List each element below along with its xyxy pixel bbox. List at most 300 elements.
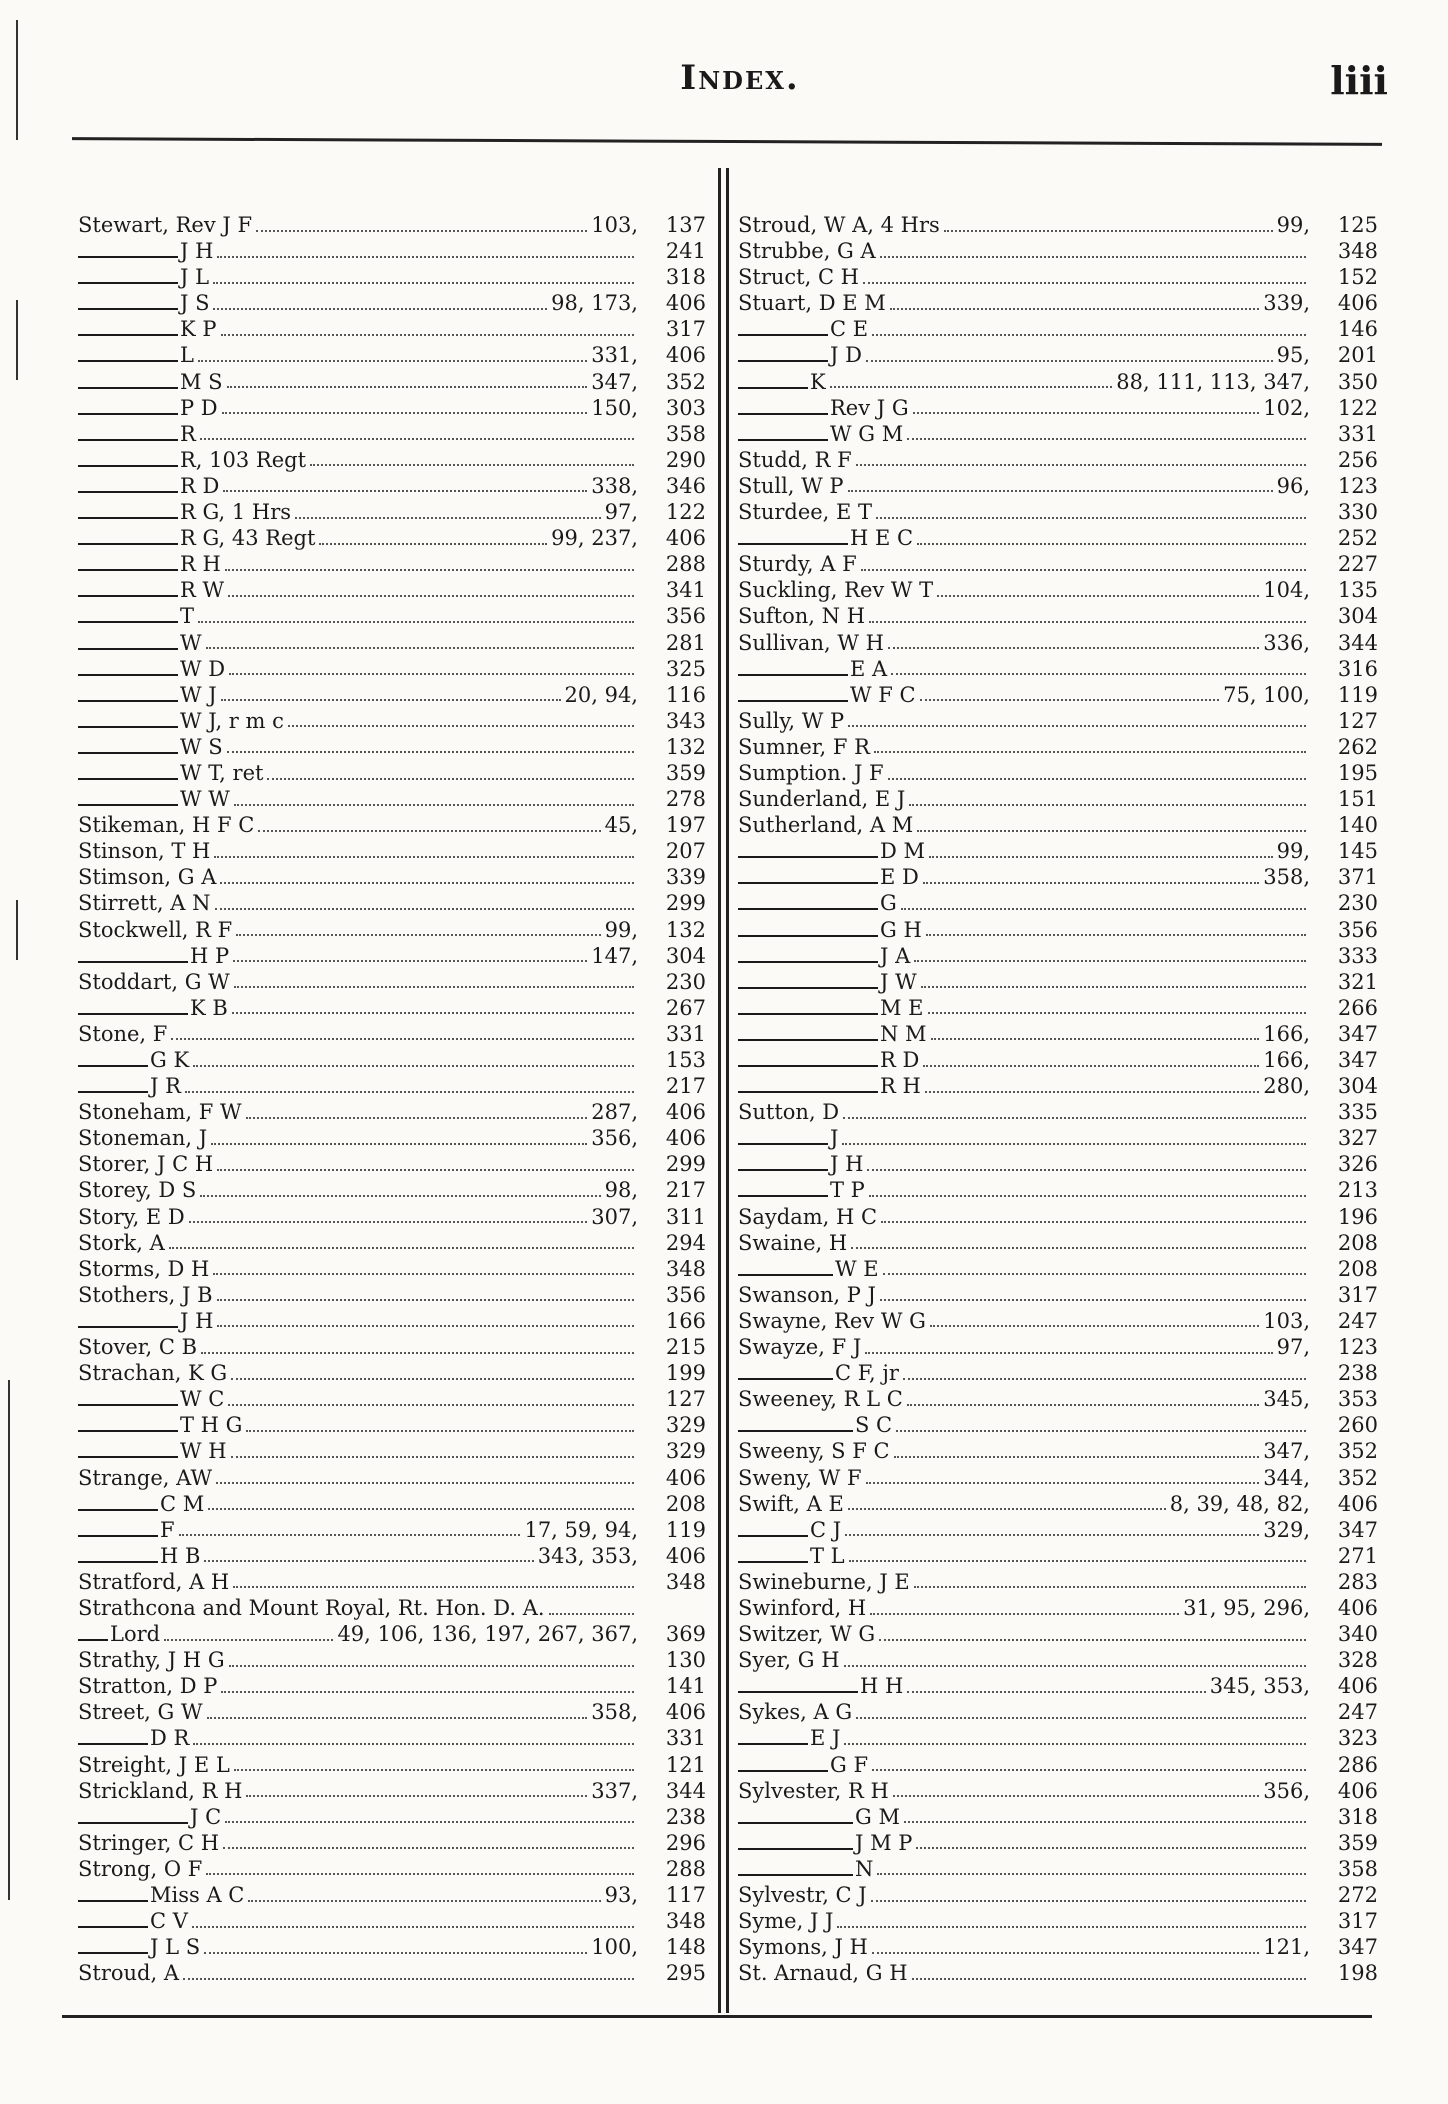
entry-references: 88, 111, 113, 347,: [1116, 369, 1310, 394]
leader-dots: [893, 1794, 1259, 1797]
entry-name: Swayne, Rev W G: [738, 1308, 926, 1333]
leader-dots: [310, 463, 634, 466]
entry-references: 99,: [604, 917, 638, 942]
entry-name: K: [810, 369, 826, 394]
leader-dots: [234, 1768, 634, 1771]
index-entry: [78, 1908, 706, 1934]
entry-name: R D: [180, 473, 220, 498]
leader-dots: [193, 1742, 634, 1745]
entry-name: Sykes, A G: [738, 1700, 853, 1725]
entry-name: W J: [180, 682, 217, 707]
entry-name: T L: [810, 1543, 845, 1568]
leader-dots: [227, 385, 588, 388]
ditto-dash: [78, 334, 178, 336]
entry-page: 331: [665, 1021, 706, 1046]
entry-page: 199: [665, 1361, 706, 1386]
entry-page: 166: [665, 1308, 706, 1333]
index-entry: [738, 1621, 1378, 1647]
ditto-dash: [78, 282, 178, 284]
entry-name: Stimson, G A: [78, 865, 217, 890]
ditto-dash: [738, 439, 828, 441]
index-entry: [738, 1177, 1378, 1203]
ditto-dash: [78, 1509, 158, 1511]
index-entry: [78, 551, 706, 577]
index-entry: [738, 1752, 1378, 1778]
entry-name: Stork, A: [78, 1230, 165, 1255]
entry-name: Street, G W: [78, 1700, 203, 1725]
index-entry: [78, 682, 706, 708]
leader-dots: [907, 1690, 1205, 1693]
index-entry: [738, 1882, 1378, 1908]
index-entry: [78, 1752, 706, 1778]
entry-page: 123: [1337, 473, 1378, 498]
index-entry: [78, 421, 706, 447]
index-column-right: [738, 212, 1378, 1986]
ditto-dash: [78, 413, 178, 415]
entry-name: J M P: [855, 1830, 913, 1855]
entry-name: W: [180, 630, 202, 655]
entry-references: 99,: [1276, 213, 1310, 237]
entry-page: 318: [1337, 1804, 1378, 1829]
ditto-dash: [78, 700, 178, 702]
entry-name: E D: [880, 865, 919, 890]
index-entry: [738, 1830, 1378, 1856]
ditto-dash: [78, 1456, 178, 1458]
entry-page: 406: [1337, 1595, 1378, 1620]
index-entry: [738, 630, 1378, 656]
leader-dots: [246, 1116, 588, 1119]
leader-dots: [894, 1455, 1260, 1458]
entry-references: 93,: [604, 1883, 638, 1907]
entry-page: 331: [1337, 421, 1378, 446]
entry-name: Stockwell, R F: [78, 917, 233, 942]
entry-name: Symons, J H: [738, 1935, 868, 1960]
entry-name: C F, jr: [835, 1361, 899, 1386]
ditto-dash: [738, 1743, 808, 1745]
entry-name: R: [180, 421, 196, 446]
leader-dots: [295, 516, 601, 519]
index-entry: [78, 264, 706, 290]
entry-page: 359: [1337, 1830, 1378, 1855]
entry-name: Sturdy, A F: [738, 552, 857, 577]
index-entry: [78, 603, 706, 629]
entry-name: G: [880, 891, 897, 916]
leader-dots: [206, 646, 634, 649]
index-entry: [738, 577, 1378, 603]
leader-dots: [888, 777, 1306, 780]
entry-name: J W: [880, 969, 917, 994]
entry-page: 343: [665, 708, 706, 733]
entry-name: E J: [810, 1726, 841, 1751]
leader-dots: [221, 698, 561, 701]
entry-references: 20, 94,: [564, 682, 638, 707]
entry-page: 348: [665, 1256, 706, 1281]
entry-name: St. Arnaud, G H: [738, 1961, 908, 1986]
leader-dots: [879, 1638, 1306, 1641]
entry-page: 141: [665, 1674, 706, 1699]
index-entry: [738, 551, 1378, 577]
entry-page: 299: [665, 891, 706, 916]
entry-name: T H G: [180, 1413, 243, 1438]
ditto-dash: [78, 1639, 108, 1641]
index-entry: [78, 1151, 706, 1177]
index-entry: [738, 1569, 1378, 1595]
entry-references: 166,: [1263, 1048, 1310, 1072]
index-entry: [738, 1465, 1378, 1491]
leader-dots: [867, 1168, 1306, 1171]
index-entry: [78, 447, 706, 473]
index-entry: [78, 1073, 706, 1099]
entry-references: 8, 39, 48, 82,: [1169, 1491, 1310, 1516]
entry-page: 208: [1337, 1256, 1378, 1281]
leader-dots: [179, 1533, 521, 1536]
index-entry: [738, 1256, 1378, 1282]
entry-name: Sutton, D: [738, 1100, 840, 1125]
ditto-dash: [738, 1013, 878, 1015]
entry-page: 303: [665, 395, 706, 420]
entry-page: 121: [665, 1752, 706, 1777]
entry-page: 333: [1337, 943, 1378, 968]
entry-name: W E: [835, 1256, 879, 1281]
index-entry: [738, 525, 1378, 551]
entry-page: 295: [665, 1961, 706, 1986]
index-entry: [738, 1856, 1378, 1882]
leader-dots: [229, 672, 634, 675]
entry-page: 329: [665, 1439, 706, 1464]
leader-dots: [903, 1377, 1306, 1380]
entry-page: 288: [665, 1856, 706, 1881]
entry-name: R, 103 Regt: [180, 447, 307, 472]
leader-dots: [925, 1090, 1259, 1093]
entry-page: 122: [1337, 395, 1378, 420]
entry-name: Strubbe, G A: [738, 239, 876, 264]
top-rule: [72, 137, 1382, 146]
index-entry: [738, 1412, 1378, 1438]
leader-dots: [319, 542, 547, 545]
ditto-dash: [738, 1848, 853, 1850]
leader-dots: [896, 1429, 1306, 1432]
entry-page: 323: [1337, 1726, 1378, 1751]
index-entry: [78, 812, 706, 838]
index-entry: [738, 1282, 1378, 1308]
ditto-dash: [738, 961, 878, 963]
index-entry: [78, 525, 706, 551]
leader-dots: [877, 1872, 1306, 1875]
entry-name: J A: [880, 943, 911, 968]
entry-name: W W: [180, 787, 230, 812]
entry-page: 356: [665, 1282, 706, 1307]
entry-page: 238: [665, 1804, 706, 1829]
entry-name: J H: [180, 1308, 214, 1333]
leader-dots: [861, 568, 1306, 571]
leader-dots: [204, 1559, 533, 1562]
ditto-dash: [738, 1535, 808, 1537]
index-entry: [738, 890, 1378, 916]
index-entry: [738, 1543, 1378, 1569]
leader-dots: [233, 1585, 634, 1588]
entry-name: G H: [880, 917, 922, 942]
entry-page: 135: [1337, 578, 1378, 603]
entry-name: Stoddart, G W: [78, 969, 230, 994]
entry-page: 116: [665, 682, 706, 707]
leader-dots: [871, 1899, 1306, 1902]
index-entry: [78, 238, 706, 264]
entry-name: W S: [180, 734, 223, 759]
entry-page: 201: [1337, 343, 1378, 368]
leader-dots: [213, 281, 634, 284]
leader-dots: [837, 1925, 1306, 1928]
entry-page: 347: [1337, 1021, 1378, 1046]
entry-name: Stringer, C H: [78, 1830, 220, 1855]
index-entry: [738, 1021, 1378, 1047]
leader-dots: [881, 1220, 1306, 1223]
entry-name: J R: [150, 1074, 181, 1099]
index-entry: [738, 447, 1378, 473]
entry-page: 294: [665, 1230, 706, 1255]
leader-dots: [198, 620, 634, 623]
entry-page: 406: [665, 1126, 706, 1151]
leader-dots: [917, 542, 1306, 545]
leader-dots: [920, 698, 1220, 701]
entry-page: 283: [1337, 1569, 1378, 1594]
ditto-dash: [738, 387, 808, 389]
entry-name: C V: [150, 1909, 188, 1934]
index-entry: [738, 1151, 1378, 1177]
entry-references: 307,: [591, 1204, 638, 1229]
entry-page: 262: [1337, 734, 1378, 759]
leader-dots: [288, 724, 634, 727]
entry-name: Struct, C H: [738, 265, 859, 290]
index-entry: [78, 1334, 706, 1360]
leader-dots: [926, 933, 1306, 936]
ditto-dash: [78, 1561, 158, 1563]
leader-dots: [220, 881, 634, 884]
index-entry: [78, 369, 706, 395]
index-entry: [738, 1699, 1378, 1725]
leader-dots: [909, 803, 1306, 806]
entry-page: 317: [665, 317, 706, 342]
leader-dots: [866, 1481, 1260, 1484]
index-entry: [738, 812, 1378, 838]
ditto-dash: [78, 1926, 148, 1928]
entry-name: Stirrett, A N: [78, 891, 211, 916]
ditto-dash: [78, 517, 178, 519]
index-entry: [78, 290, 706, 316]
entry-page: 326: [1337, 1152, 1378, 1177]
entry-name: Stover, C B: [78, 1335, 198, 1360]
entry-page: 153: [665, 1048, 706, 1072]
entry-name: Sully, W P: [738, 708, 845, 733]
leader-dots: [849, 1559, 1306, 1562]
entry-name: Stinson, T H: [78, 839, 211, 864]
entry-name: F: [160, 1517, 175, 1542]
entry-name: Storer, J C H: [78, 1152, 214, 1177]
entry-page: 198: [1337, 1961, 1378, 1986]
ditto-dash: [78, 961, 188, 963]
leader-dots: [843, 1116, 1306, 1119]
entry-page: 296: [665, 1830, 706, 1855]
index-entry: [738, 734, 1378, 760]
leader-dots: [848, 724, 1306, 727]
leader-dots: [214, 855, 634, 858]
ditto-dash: [738, 1195, 828, 1197]
ditto-dash: [738, 1039, 878, 1041]
leader-dots: [865, 1351, 1272, 1354]
leader-dots: [231, 1455, 634, 1458]
leader-dots: [844, 1742, 1306, 1745]
entry-page: 207: [665, 839, 706, 864]
entry-references: 331,: [591, 343, 638, 368]
entry-name: Stoneman, J: [78, 1126, 208, 1151]
entry-page: 278: [665, 787, 706, 812]
entry-page: 145: [1337, 839, 1378, 864]
entry-name: Stewart, Rev J F: [78, 213, 253, 237]
index-entry: [78, 1125, 706, 1151]
index-entry: [738, 1047, 1378, 1073]
entry-page: 208: [665, 1491, 706, 1516]
entry-name: Stroud, A: [78, 1961, 179, 1986]
entry-page: 330: [1337, 500, 1378, 525]
entry-page: 238: [1337, 1361, 1378, 1386]
leader-dots: [208, 1507, 634, 1510]
entry-references: 17, 59, 94,: [524, 1517, 638, 1542]
leader-dots: [246, 1429, 634, 1432]
entry-references: 99, 237,: [551, 526, 638, 551]
leader-dots: [227, 750, 634, 753]
index-entry: [738, 1517, 1378, 1543]
index-entry: [78, 1778, 706, 1804]
entry-page: 151: [1337, 787, 1378, 812]
entry-name: Swayze, F J: [738, 1335, 862, 1360]
entry-page: 132: [665, 917, 706, 942]
index-entry: [78, 1830, 706, 1856]
index-entry: [78, 1569, 706, 1595]
index-entry: [78, 1491, 706, 1517]
index-entry: [78, 1360, 706, 1386]
leader-dots: [198, 359, 587, 362]
leader-dots: [869, 620, 1306, 623]
entry-name: Sufton, N H: [738, 604, 866, 629]
entry-page: 260: [1337, 1413, 1378, 1438]
entry-page: 140: [1337, 813, 1378, 838]
leader-dots: [930, 1324, 1259, 1327]
entry-references: 347,: [591, 369, 638, 394]
entry-name: Stoneham, F W: [78, 1100, 242, 1125]
entry-references: 121,: [1263, 1935, 1310, 1960]
entry-page: 316: [1337, 656, 1378, 681]
entry-page: 347: [1337, 1048, 1378, 1072]
index-entry: [78, 708, 706, 734]
index-entry: [78, 473, 706, 499]
leader-dots: [215, 907, 635, 910]
entry-page: 348: [1337, 239, 1378, 264]
entry-name: T P: [830, 1178, 865, 1203]
entry-name: C J: [810, 1517, 842, 1542]
ditto-dash: [738, 360, 828, 362]
ditto-dash: [78, 465, 178, 467]
leader-dots: [256, 229, 587, 232]
ditto-dash: [738, 1561, 808, 1563]
ditto-dash: [738, 935, 878, 937]
entry-name: Lord: [110, 1622, 161, 1647]
leader-dots: [201, 1351, 634, 1354]
entry-name: Stratton, D P: [78, 1674, 218, 1699]
leader-dots: [183, 1977, 634, 1980]
index-entry: [78, 1047, 706, 1073]
entry-name: Swaine, H: [738, 1230, 848, 1255]
leader-dots: [192, 1925, 634, 1928]
leader-dots: [216, 1481, 634, 1484]
index-entry: [78, 1856, 706, 1882]
entry-page: 406: [1337, 1778, 1378, 1803]
entry-page: 371: [1337, 865, 1378, 890]
index-entry: [78, 656, 706, 682]
leader-dots: [907, 1403, 1259, 1406]
entry-references: 166,: [1263, 1021, 1310, 1046]
index-entry: [78, 1256, 706, 1282]
entry-page: 311: [665, 1204, 706, 1229]
leader-dots: [914, 959, 1306, 962]
entry-name: N M: [880, 1021, 927, 1046]
column-divider-right: [726, 168, 729, 2013]
index-entry: [78, 864, 706, 890]
entry-references: 103,: [1263, 1308, 1310, 1333]
page-number: liii: [1330, 58, 1388, 103]
entry-page: 356: [1337, 917, 1378, 942]
leader-dots: [229, 1664, 634, 1667]
index-entry: [738, 1647, 1378, 1673]
entry-page: 406: [665, 526, 706, 551]
index-entry: [78, 1230, 706, 1256]
entry-references: 31, 95, 296,: [1183, 1595, 1310, 1620]
entry-name: R H: [880, 1074, 921, 1099]
leader-dots: [211, 1142, 587, 1145]
entry-page: 137: [665, 213, 706, 237]
leader-dots: [870, 1612, 1179, 1615]
index-entry: [738, 1491, 1378, 1517]
entry-page: 208: [1337, 1230, 1378, 1255]
ditto-dash: [738, 1874, 853, 1876]
entry-name: Swinford, H: [738, 1595, 867, 1620]
index-entry: [78, 1308, 706, 1334]
entry-page: 352: [1337, 1465, 1378, 1490]
entry-page: 122: [665, 500, 706, 525]
leader-dots: [217, 1324, 634, 1327]
leader-dots: [200, 1194, 600, 1197]
ditto-dash: [78, 674, 178, 676]
entry-page: 344: [665, 1778, 706, 1803]
entry-page: 119: [1337, 682, 1378, 707]
leader-dots: [223, 489, 587, 492]
entry-name: C E: [830, 317, 869, 342]
index-entry: [78, 342, 706, 368]
entry-page: 230: [665, 969, 706, 994]
ditto-dash: [78, 1743, 148, 1745]
index-entry: [78, 995, 706, 1021]
entry-references: 104,: [1263, 578, 1310, 603]
leader-dots: [830, 385, 1113, 388]
entry-page: 352: [1337, 1439, 1378, 1464]
leader-dots: [221, 1690, 634, 1693]
entry-name: Sumption. J F: [738, 760, 884, 785]
ditto-dash: [78, 439, 178, 441]
leader-dots: [236, 933, 600, 936]
leader-dots: [164, 1638, 333, 1641]
entry-page: 348: [665, 1909, 706, 1934]
entry-name: M S: [180, 369, 223, 394]
index-entry: [78, 395, 706, 421]
bottom-rule: [62, 2015, 1372, 2018]
